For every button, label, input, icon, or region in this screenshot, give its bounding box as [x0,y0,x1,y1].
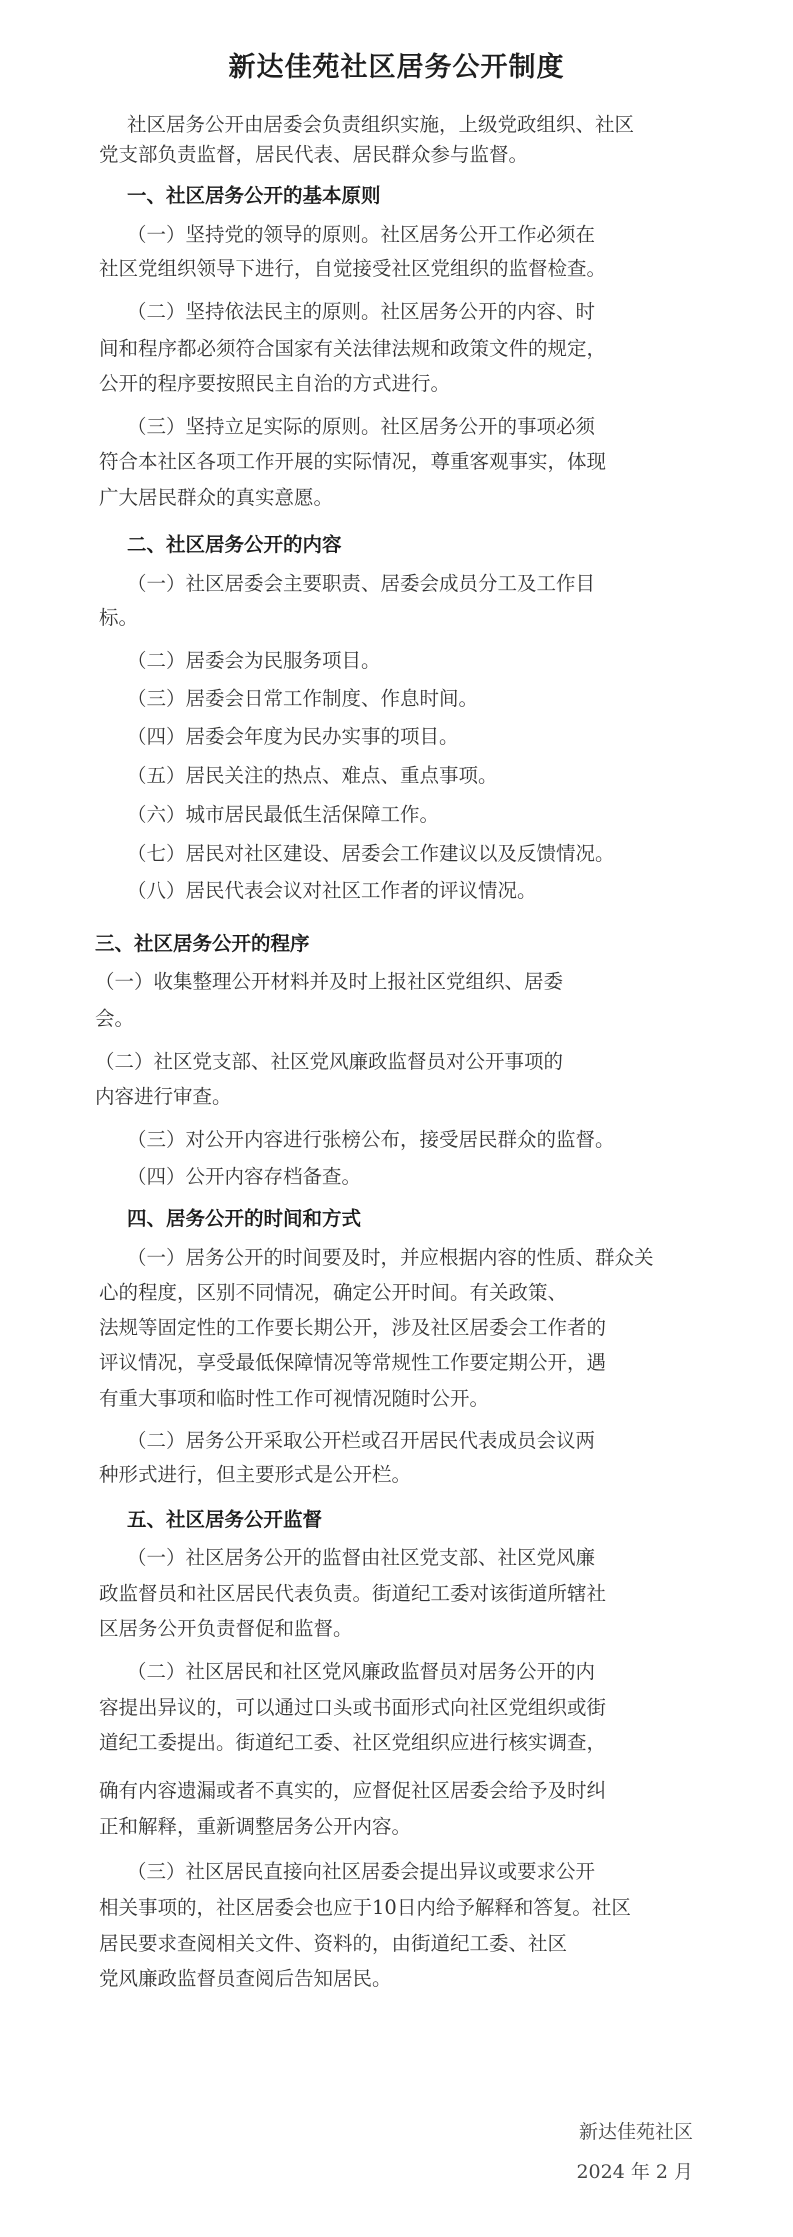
list-item: （六）城市居民最低生活保障工作。 [127,803,440,826]
paragraph-line: 容提出异议的，可以通过口头或书面形式向社区党组织或街 [99,1696,607,1719]
paragraph-line: 正和解释，重新调整居务公开内容。 [99,1815,412,1838]
list-item: （二）社区党支部、社区党风廉政监督员对公开事项的 [95,1050,564,1073]
section-heading-3: 三、社区居务公开的程序 [95,932,310,955]
list-item: （一）收集整理公开材料并及时上报社区党组织、居委 [95,970,564,993]
section-heading-2: 二、社区居务公开的内容 [127,533,342,556]
paragraph-line: 种形式进行，但主要形式是公开栏。 [99,1463,412,1486]
list-item: （四）公开内容存档备查。 [127,1165,362,1188]
paragraph-line: （二）居务公开采取公开栏或召开居民代表成员会议两 [127,1429,596,1452]
list-item: 会。 [95,1007,135,1030]
paragraph-line: 相关事项的，社区居委会也应于10日内给予解释和答复。社区 [99,1896,631,1919]
intro-line: 社区居务公开由居委会负责组织实施，上级党政组织、社区 [127,113,635,136]
paragraph-line: （一）居务公开的时间要及时，并应根据内容的性质、群众关 [127,1246,654,1269]
list-item: （四）居委会年度为民办实事的项目。 [127,725,459,748]
document-title: 新达佳苑社区居务公开制度 [228,52,565,83]
list-item: （一）社区居委会主要职责、居委会成员分工及工作目 [127,572,596,595]
paragraph-line: 社区党组织领导下进行，自觉接受社区党组织的监督检查。 [99,257,607,280]
paragraph-line: 区居务公开负责督促和监督。 [99,1617,353,1640]
list-item: （二）居委会为民服务项目。 [127,649,381,672]
list-item: （三）居委会日常工作制度、作息时间。 [127,687,479,710]
list-item: （五）居民关注的热点、难点、重点事项。 [127,764,498,787]
paragraph-line: 公开的程序要按照民主自治的方式进行。 [99,372,451,395]
list-item: （七）居民对社区建设、居委会工作建议以及反馈情况。 [127,842,615,865]
paragraph-line: （三）坚持立足实际的原则。社区居务公开的事项必须 [127,415,596,438]
paragraph-line: 确有内容遗漏或者不真实的，应督促社区居委会给予及时纠 [99,1779,607,1802]
paragraph-line: （二）坚持依法民主的原则。社区居务公开的内容、时 [127,300,596,323]
paragraph-line: 间和程序都必须符合国家有关法律法规和政策文件的规定， [99,337,607,360]
list-item: （三）对公开内容进行张榜公布，接受居民群众的监督。 [127,1128,615,1151]
paragraph-line: 政监督员和社区居民代表负责。街道纪工委对该街道所辖社 [99,1582,607,1605]
paragraph-line: 道纪工委提出。街道纪工委、社区党组织应进行核实调查， [99,1731,607,1754]
section-heading-4: 四、居务公开的时间和方式 [127,1207,362,1230]
paragraph-line: 广大居民群众的真实意愿。 [99,486,334,509]
list-item: （八）居民代表会议对社区工作者的评议情况。 [127,879,537,902]
section-heading-1: 一、社区居务公开的基本原则 [127,184,381,207]
paragraph-line: 有重大事项和临时性工作可视情况随时公开。 [99,1387,490,1410]
paragraph-line: （二）社区居民和社区党风廉政监督员对居务公开的内 [127,1660,596,1683]
paragraph-line: 评议情况，享受最低保障情况等常规性工作要定期公开，遇 [99,1351,607,1374]
paragraph-line: 党风廉政监督员查阅后告知居民。 [99,1967,392,1990]
paragraph-line: （一）坚持党的领导的原则。社区居务公开工作必须在 [127,223,596,246]
paragraph-line: 居民要求查阅相关文件、资料的，由街道纪工委、社区 [99,1932,568,1955]
list-item: 标。 [99,606,139,629]
intro-line: 党支部负责监督，居民代表、居民群众参与监督。 [99,143,529,166]
section-heading-5: 五、社区居务公开监督 [127,1508,323,1531]
paragraph-line: 法规等固定性的工作要长期公开，涉及社区居委会工作者的 [99,1316,607,1339]
signature-org: 新达佳苑社区 [578,2121,693,2143]
list-item: 内容进行审查。 [95,1085,232,1108]
paragraph-line: （三）社区居民直接向社区居委会提出异议或要求公开 [127,1860,596,1883]
paragraph-line: 心的程度，区别不同情况，确定公开时间。有关政策、 [99,1281,568,1304]
paragraph-line: 符合本社区各项工作开展的实际情况，尊重客观事实，体现 [99,450,607,473]
paragraph-line: （一）社区居务公开的监督由社区党支部、社区党风廉 [127,1546,596,1569]
signature-date: 2024 年 2 月 [576,2161,693,2183]
